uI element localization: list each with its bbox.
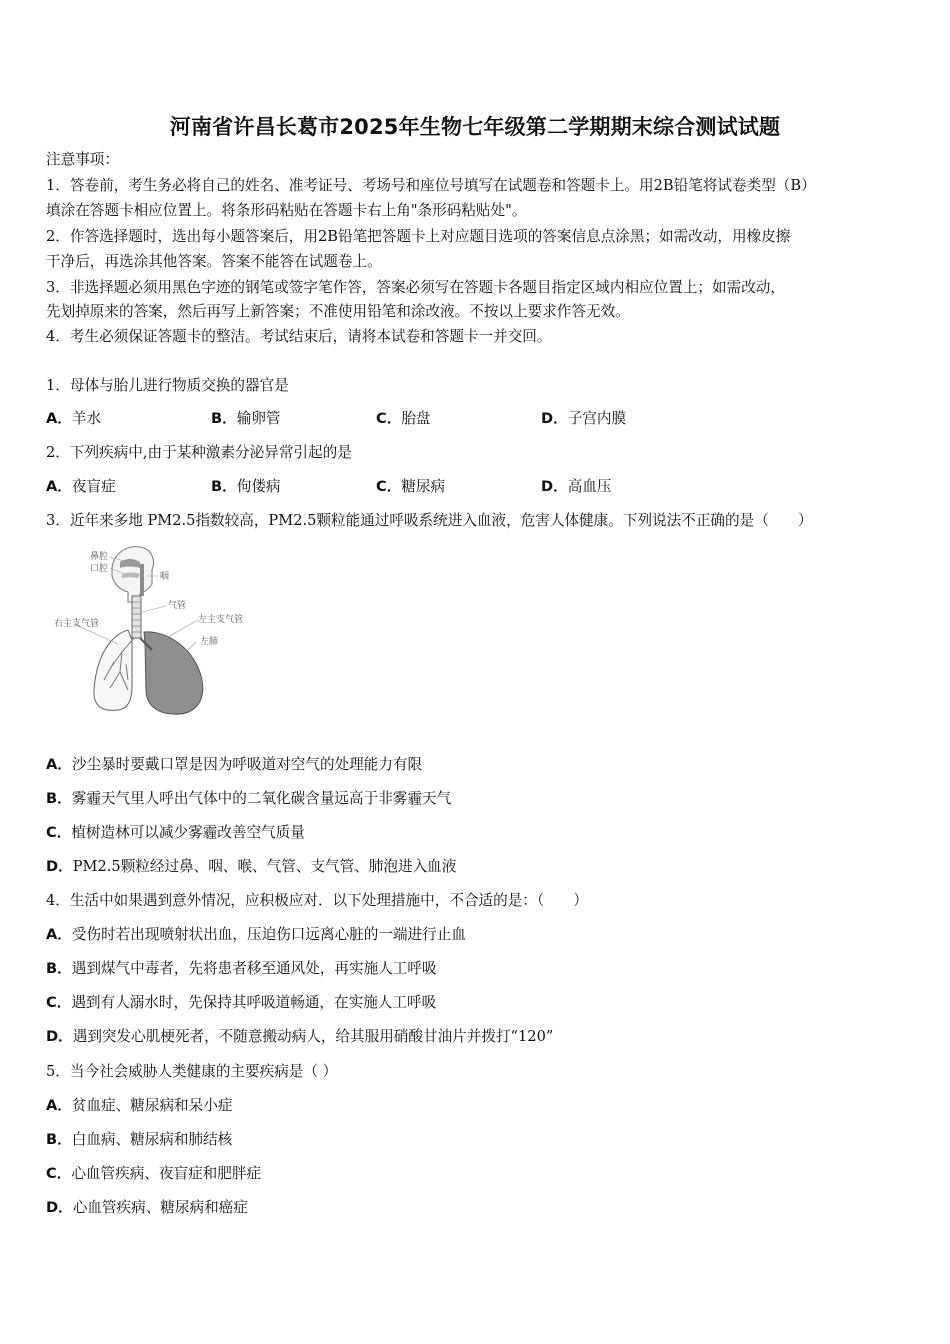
notice-line: 先划掉原来的答案，然后再写上新答案；不准使用铅笔和涂改液。不按以上要求作答无效。 bbox=[46, 303, 630, 320]
option-text: 沙尘暴时要戴口罩是因为呼吸道对空气的处理能力有限 bbox=[71, 756, 423, 773]
question-5-option-b bbox=[46, 1130, 232, 1150]
question-4-option-c bbox=[46, 993, 436, 1013]
option-letter: B． bbox=[211, 410, 237, 427]
question-2-option-a bbox=[46, 477, 116, 497]
option-letter: C． bbox=[46, 824, 72, 841]
mouth-shape bbox=[122, 573, 140, 579]
pharynx-shape bbox=[140, 564, 144, 596]
option-text: 遇到煤气中毒者，先将患者移至通风处，再实施人工呼吸 bbox=[71, 960, 437, 977]
question-4-option-b bbox=[46, 959, 437, 979]
option-text: 遇到突发心肌梗死者，不随意搬动病人，给其服用硝酸甘油片并拨打“120” bbox=[72, 1028, 554, 1045]
label-right-bronchus: 右主支气管 bbox=[54, 619, 100, 629]
option-text: 子宫内膜 bbox=[567, 410, 627, 427]
option-letter: A． bbox=[46, 1097, 72, 1114]
option-letter: A． bbox=[46, 926, 72, 943]
question-3-option-b bbox=[46, 789, 451, 809]
option-letter: A． bbox=[46, 410, 72, 427]
question-5-option-a bbox=[46, 1096, 232, 1116]
notice-line: 1．答卷前，考生务必将自己的姓名、准考证号、考场号和座位号填写在试题卷和答题卡上。用2B铅笔将试卷类型（B） bbox=[46, 177, 816, 194]
option-text: 受伤时若出现喷射状出血，压迫伤口远离心脏的一端进行止血 bbox=[71, 926, 466, 943]
option-text: 遇到有人溺水时，先保持其呼吸道畅通，在实施人工呼吸 bbox=[71, 994, 437, 1011]
option-letter: C． bbox=[46, 1165, 72, 1182]
question-1-stem: 1．母体与胎儿进行物质交换的器官是 bbox=[46, 377, 289, 394]
option-text: 植树造林可以减少雾霾改善空气质量 bbox=[71, 824, 305, 841]
question-4-option-d bbox=[46, 1027, 553, 1047]
option-text: 佝偻病 bbox=[236, 478, 281, 495]
notice-heading: 注意事项： bbox=[46, 151, 119, 168]
label-left-bronchus: 左主支气管 bbox=[198, 615, 244, 625]
question-2-option-c bbox=[376, 477, 445, 497]
question-3-option-c bbox=[46, 823, 305, 843]
notice-line: 2．作答选择题时，选出每小题答案后，用2B铅笔把答题卡上对应题目选项的答案信息点涂黑；如需改动，用橡皮擦 bbox=[46, 228, 791, 245]
option-letter: C． bbox=[376, 410, 402, 427]
notice-line: 3．非选择题必须用黑色字迹的钢笔或签字笔作答，答案必须写在答题卡各题目指定区域内相应位置上；如需改动， bbox=[46, 279, 785, 296]
option-letter: B． bbox=[46, 790, 72, 807]
option-letter: C． bbox=[46, 994, 72, 1011]
page-title: 河南省许昌长葛市2025年生物七年级第二学期期末综合测试试题 bbox=[169, 115, 781, 139]
option-text: 胎盘 bbox=[401, 410, 431, 427]
option-text: 夜盲症 bbox=[71, 478, 116, 495]
label-throat: 咽 bbox=[160, 572, 170, 582]
label-left-lung: 左肺 bbox=[200, 637, 219, 647]
question-3-stem: 3．近年来多地 PM2.5指数较高，PM2.5颗粒能通过呼吸系统进入血液，危害人体健康。下列说法不正确的是（ ） bbox=[46, 512, 813, 529]
option-text: 贫血症、糖尿病和呆小症 bbox=[71, 1097, 233, 1114]
notice-line: 干净后，再选涂其他答案。答案不能答在试题卷上。 bbox=[46, 253, 382, 270]
option-letter: D． bbox=[46, 858, 73, 875]
option-letter: B． bbox=[46, 1131, 72, 1148]
option-text: PM2.5颗粒经过鼻、咽、喉、气管、支气管、肺泡进入血液 bbox=[72, 858, 457, 875]
option-letter: D． bbox=[46, 1199, 73, 1216]
option-letter: D． bbox=[541, 410, 568, 427]
option-text: 雾霾天气里人呼出气体中的二氧化碳含量远高于非雾霾天气 bbox=[71, 790, 452, 807]
option-letter: D． bbox=[46, 1028, 73, 1045]
question-2-option-b bbox=[211, 477, 281, 497]
option-text: 羊水 bbox=[71, 410, 102, 427]
question-1-option-a bbox=[46, 409, 101, 429]
option-letter: A． bbox=[46, 756, 72, 773]
option-letter: C． bbox=[376, 478, 402, 495]
question-4-option-a bbox=[46, 925, 466, 945]
option-letter: B． bbox=[46, 960, 72, 977]
question-5-option-c bbox=[46, 1164, 261, 1184]
option-text: 输卵管 bbox=[236, 410, 281, 427]
question-3-option-a bbox=[46, 755, 422, 775]
option-letter: D． bbox=[541, 478, 568, 495]
question-5-stem: 5．当今社会威胁人类健康的主要疾病是（ ） bbox=[46, 1063, 338, 1080]
question-1-option-c bbox=[376, 409, 431, 429]
question-2-option-d bbox=[541, 477, 612, 497]
respiratory-system-figure bbox=[48, 540, 272, 722]
label-nasal: 鼻腔 bbox=[90, 552, 109, 562]
option-text: 白血病、糖尿病和肺结核 bbox=[71, 1131, 233, 1148]
option-text: 心血管疾病、糖尿病和癌症 bbox=[72, 1199, 248, 1216]
option-letter: A． bbox=[46, 478, 72, 495]
question-2-stem: 2．下列疾病中,由于某种激素分泌异常引起的是 bbox=[46, 444, 352, 461]
option-text: 高血压 bbox=[567, 478, 612, 495]
label-trachea: 气管 bbox=[168, 601, 187, 611]
notice-line: 4．考生必须保证答题卡的整洁。考试结束后，请将本试卷和答题卡一并交回。 bbox=[46, 328, 552, 345]
label-mouth: 口腔 bbox=[90, 564, 109, 574]
notice-line: 填涂在答题卡相应位置上。将条形码粘贴在答题卡右上角"条形码粘贴处"。 bbox=[46, 202, 527, 219]
option-letter: B． bbox=[211, 478, 237, 495]
option-text: 糖尿病 bbox=[401, 478, 446, 495]
question-1-option-b bbox=[211, 409, 281, 429]
question-4-stem: 4．生活中如果遇到意外情况，应积极应对．以下处理措施中，不合适的是：（ ） bbox=[46, 892, 588, 909]
option-text: 心血管疾病、夜盲症和肥胖症 bbox=[71, 1165, 262, 1182]
question-5-option-d bbox=[46, 1198, 248, 1218]
question-3-option-d bbox=[46, 857, 456, 877]
question-1-option-d bbox=[541, 409, 626, 429]
